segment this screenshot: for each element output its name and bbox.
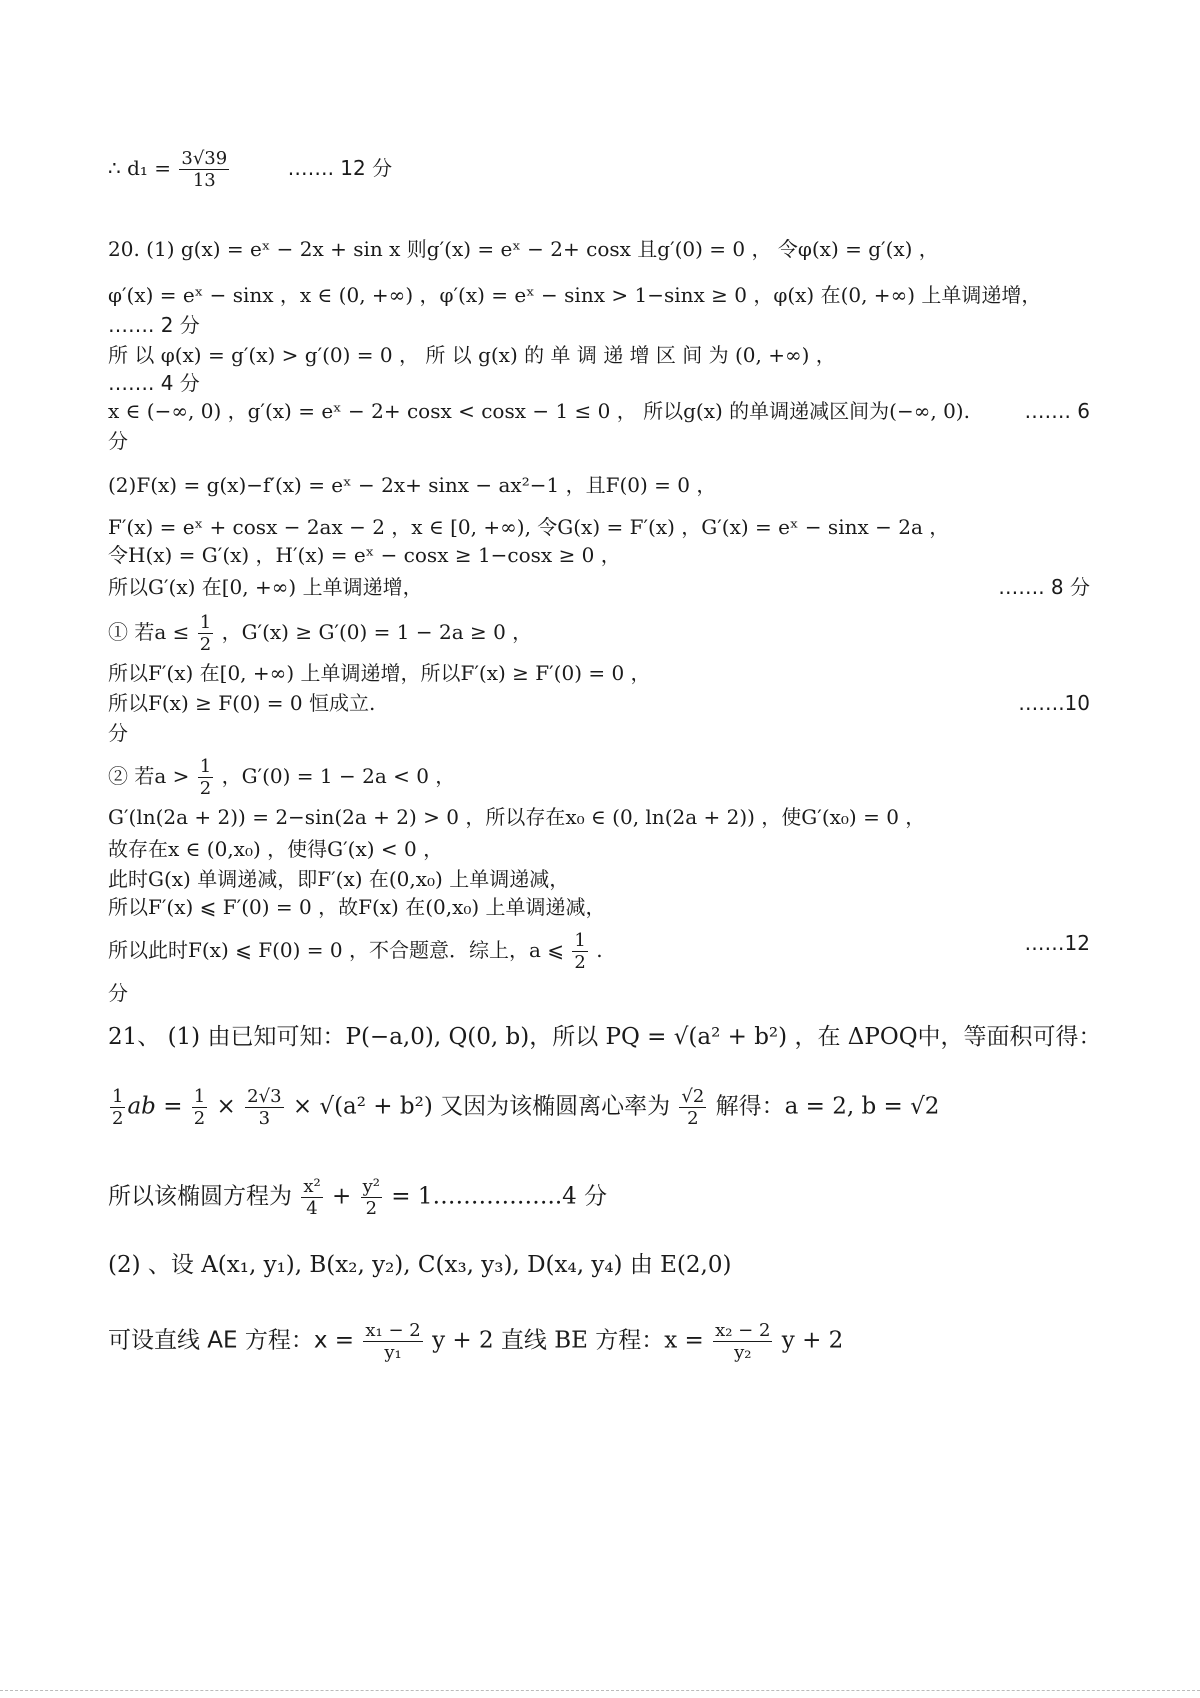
score-unit: 分: [108, 429, 128, 453]
text: ab =: [127, 1093, 190, 1120]
denominator: 2: [687, 1108, 699, 1129]
text: y + 2: [774, 1327, 844, 1354]
text: × √(a² + b²): [285, 1093, 433, 1120]
line-text: 所以F(x) ≥ F(0) = 0 恒成立.: [108, 691, 376, 715]
text: ① 若a ≤: [108, 620, 196, 644]
line-G-increasing: [108, 574, 1090, 600]
line-text: x ∈ (−∞, 0) ，g′(x) = eˣ − 2+ cosx < cosx − 1 ≤ 0 ， 所以g(x) 的单调递减区间为(−∞, 0).: [108, 399, 970, 423]
numerator: 1: [112, 1086, 124, 1107]
line-text: 所 以 φ(x) = g′(x) > g′(0) = 0 ， 所 以 g(x) 的 单 调 递 增 区 间 为 (0, +∞) ，: [108, 343, 836, 367]
numerator: x²: [303, 1176, 321, 1197]
line-text: G′(ln(2a + 2)) = 2−sin(2a + 2) > 0 ，所以存在x₀ ∈ (0, ln(2a + 2)) ，使G′(x₀) = 0 ，: [108, 805, 926, 829]
line-text: φ′(x) = eˣ − sinx ，x ∈ (0, +∞) ，φ′(x) = eˣ − sinx > 1−sinx ≥ 0 ，φ(x) 在(0, +∞) 上单调递增，: [108, 283, 1042, 307]
denominator: 2: [112, 1108, 124, 1129]
score-mark-2: ……. 2 分: [108, 313, 200, 337]
fraction: [301, 1176, 322, 1219]
text: y + 2 直线 BE 方程：x =: [424, 1327, 712, 1354]
line-increasing-interval: [108, 342, 1090, 368]
numerator: 3√39: [181, 148, 228, 169]
problem-21-part-2: [108, 1252, 1090, 1278]
line-F-decreasing: [108, 894, 1090, 920]
text: ∴ d₁ =: [108, 156, 178, 180]
line-text: 所以F′(x) 在[0, +∞) 上单调递增，所以F′(x) ≥ F′(0) = 0 ，: [108, 661, 651, 685]
case-2: [108, 756, 1090, 799]
score-unit: 分: [108, 721, 128, 745]
line-conclusion: [108, 930, 1090, 973]
score-mark: ……. 12 分: [287, 156, 393, 180]
line-text: 此时G(x) 单调递减，即F′(x) 在(0,x₀) 上单调递减，: [108, 867, 570, 891]
denominator: 2: [574, 952, 586, 973]
denominator: 2: [199, 778, 212, 799]
line-text: 所以G′(x) 在[0, +∞) 上单调递增，: [108, 575, 423, 599]
numerator: y²: [362, 1176, 380, 1197]
text: .: [589, 938, 603, 962]
fraction: [572, 930, 587, 973]
problem-21-part-1: [108, 1024, 1102, 1050]
fraction: [110, 1086, 125, 1129]
text: 解得：a = 2, b = √2: [708, 1093, 940, 1120]
fraction: [198, 756, 213, 799]
score-mark: …….10: [1018, 691, 1090, 715]
line-G-negative: [108, 836, 1090, 862]
fraction: [179, 148, 229, 191]
numerator: 1: [199, 756, 212, 777]
score-unit: 分: [108, 981, 128, 1005]
text: ，G′(0) = 1 − 2a < 0 ，: [215, 764, 456, 788]
line-text: 所以F′(x) ⩽ F′(0) = 0 ，故F(x) 在(0,x₀) 上单调递减，: [108, 895, 606, 919]
line-line-equations: [108, 1320, 1090, 1363]
fraction: [192, 1086, 207, 1129]
line-F-nonnegative: [108, 690, 1090, 716]
line-decreasing-interval: [108, 398, 1090, 424]
text: 可设直线 AE 方程：x =: [108, 1327, 362, 1354]
fraction: [713, 1320, 772, 1363]
numerator: √2: [681, 1086, 705, 1107]
text: 所以该椭圆方程为: [108, 1183, 300, 1210]
line-F-derivative: [108, 514, 1090, 540]
text: = 1……………..4 分: [383, 1183, 608, 1210]
text: 所以此时F(x) ⩽ F(0) = 0 ，不合题意．综上，a ⩽: [108, 938, 571, 962]
text: 又因为该椭圆离心率为: [432, 1093, 678, 1120]
line-H-derivative: [108, 542, 1090, 568]
denominator: 4: [306, 1198, 318, 1219]
line-d1-result: [108, 148, 1090, 191]
score-mark: ……12: [1024, 931, 1090, 955]
numerator: 1: [574, 930, 586, 951]
line-text: F′(x) = eˣ + cosx − 2ax − 2 ，x ∈ [0, +∞), 令G(x) = F′(x) ，G′(x) = eˣ − sinx − 2a ，: [108, 515, 950, 539]
denominator: 13: [192, 170, 216, 191]
line-text: 故存在x ∈ (0,x₀) ，使得G′(x) < 0 ，: [108, 837, 444, 861]
problem-20-part-2: [108, 472, 1090, 498]
numerator: 1: [193, 1086, 206, 1107]
denominator: y₁: [384, 1342, 402, 1363]
numerator: x₁ − 2: [365, 1320, 421, 1341]
denominator: 2: [199, 634, 212, 655]
numerator: x₂ − 2: [715, 1320, 771, 1341]
line-text: (2)F(x) = g(x)−f′(x) = eˣ − 2x+ sinx − ax²−1 ，且F(0) = 0 ，: [108, 473, 717, 497]
score-mark: ……. 6: [1024, 399, 1090, 423]
line-phi-derivative: [108, 282, 1090, 308]
line-ellipse-equation: [108, 1176, 1090, 1219]
denominator: 2: [193, 1108, 206, 1129]
score-mark-4: ……. 4 分: [108, 371, 200, 395]
numerator: 1: [199, 612, 212, 633]
fraction: [363, 1320, 422, 1363]
numerator: 2√3: [247, 1086, 282, 1107]
fraction: [679, 1086, 706, 1129]
line-text: 21、 (1) 由已知可知：P(−a,0), Q(0, b)，所以 PQ = √(a² + b²) ，在 ΔPOQ中，等面积可得：: [108, 1024, 1102, 1050]
fraction: [198, 612, 213, 655]
denominator: 3: [258, 1108, 271, 1129]
score-mark: ……. 8 分: [998, 575, 1090, 599]
problem-20-part-1: [108, 236, 1090, 262]
line-existence: [108, 804, 1090, 830]
text: ×: [209, 1093, 244, 1120]
line-text: (2) 、设 A(x₁, y₁), B(x₂, y₂), C(x₃, y₃), D(x₄, y₄) 由 E(2,0): [108, 1252, 732, 1278]
case-1: [108, 612, 1090, 655]
fraction: [245, 1086, 283, 1129]
fraction: [361, 1176, 382, 1219]
line-area-equation: [108, 1086, 1090, 1129]
denominator: y₂: [734, 1342, 752, 1363]
denominator: 2: [365, 1198, 378, 1219]
text: +: [324, 1183, 359, 1210]
line-text: 20. (1) g(x) = eˣ − 2x + sin x 则g′(x) = eˣ − 2+ cosx 且g′(0) = 0 ， 令φ(x) = g′(x) ，: [108, 237, 939, 261]
page-bottom-rule: [0, 1690, 1200, 1691]
line-decreasing: [108, 866, 1090, 892]
line-F-increasing: [108, 660, 1090, 686]
text: ，G′(x) ≥ G′(0) = 1 − 2a ≥ 0 ，: [215, 620, 533, 644]
text: ② 若a >: [108, 764, 196, 788]
line-text: 令H(x) = G′(x) ，H′(x) = eˣ − cosx ≥ 1−cosx ≥ 0 ，: [108, 543, 621, 567]
